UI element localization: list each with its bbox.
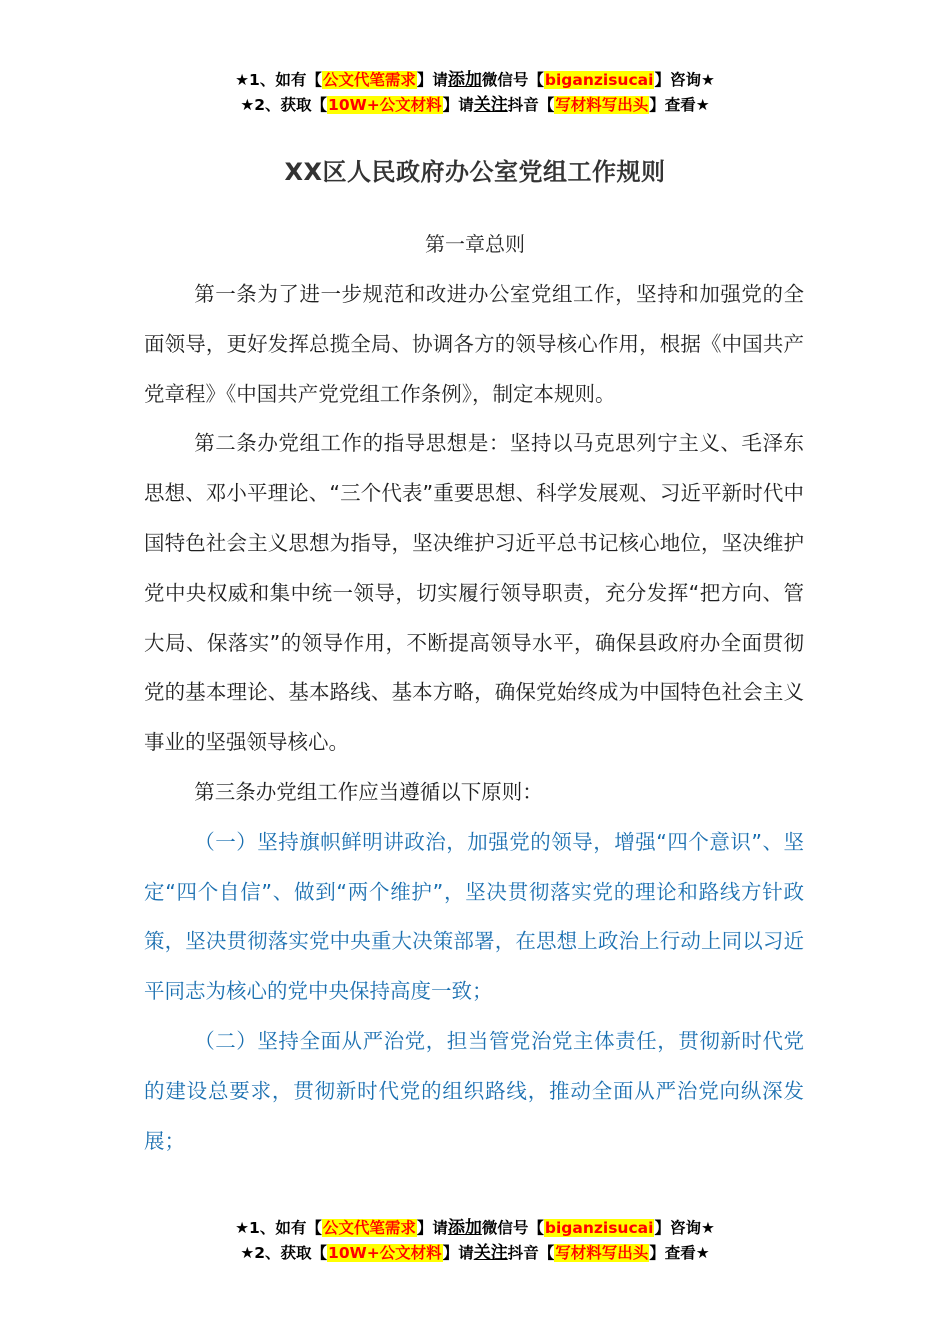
highlight-service: 公文代笔需求 — [322, 71, 416, 89]
banner-line-2: ★2、获取【10W+公文材料】请关注抖音【写材料写出头】查看★ — [240, 1243, 710, 1263]
highlight-materials: 10W+公文材料 — [328, 96, 442, 114]
principle-item-2: （二）坚持全面从严治党，担当管党治党主体责任，贯彻新时代党的建设总要求，贯彻新时代党的组织路线，推动全面从严治党向纵深发展； — [144, 1028, 804, 1153]
highlight-wechat-id: biganzisucai — [544, 71, 654, 89]
document-title: XX区人民政府办公室党组工作规则 — [284, 158, 666, 186]
header-banner — [0, 68, 950, 118]
footer-banner — [0, 1216, 950, 1266]
banner-line-1: ★1、如有【公文代笔需求】请添加微信号【biganzisucai】咨询★ — [235, 1218, 715, 1238]
highlight-douyin: 写材料写出头 — [555, 1244, 649, 1262]
article-1: 第一条为了进一步规范和改进办公室党组工作，坚持和加强党的全面领导，更好发挥总揽全局、协调各方的领导核心作用，根据《中国共产党章程》《中国共产党党组工作条例》，制定本规则。 — [144, 282, 804, 406]
article-3: 第三条办党组工作应当遵循以下原则： — [194, 779, 543, 804]
highlight-wechat-id: biganzisucai — [544, 1219, 654, 1237]
banner-line-1: ★1、如有【公文代笔需求】请添加微信号【biganzisucai】咨询★ — [235, 70, 715, 90]
highlight-materials: 10W+公文材料 — [328, 1244, 442, 1262]
chapter-heading: 第一章总则 — [425, 232, 525, 256]
banner-line-2: ★2、获取【10W+公文材料】请关注抖音【写材料写出头】查看★ — [240, 95, 710, 115]
highlight-service: 公文代笔需求 — [322, 1219, 416, 1237]
highlight-douyin: 写材料写出头 — [555, 96, 649, 114]
article-2: 第二条办党组工作的指导思想是：坚持以马克思列宁主义、毛泽东思想、邓小平理论、“三个代表”重要思想、科学发展观、习近平新时代中国特色社会主义思想为指导，坚决维护习近平总书记核心地位，坚决维护党中央权威和集中统一领导，切实履行领导职责，充分发挥“把方向、管大局、保落实”的领导作用，不断提高领导水平，确保县政府办全面贯彻党的基本理论、基本路线、基本方略，确保党始终成为中国特色社会主义事业的坚强领导核心。 — [144, 431, 804, 755]
document-body — [144, 270, 804, 1166]
principle-item-1: （一）坚持旗帜鲜明讲政治，加强党的领导，增强“四个意识”、坚定“四个自信”、做到“两个维护”，坚决贯彻落实党的理论和路线方针政策，坚决贯彻落实党中央重大决策部署，在思想上政治上行动上同以习近平同志为核心的党中央保持高度一致； — [144, 829, 804, 1004]
